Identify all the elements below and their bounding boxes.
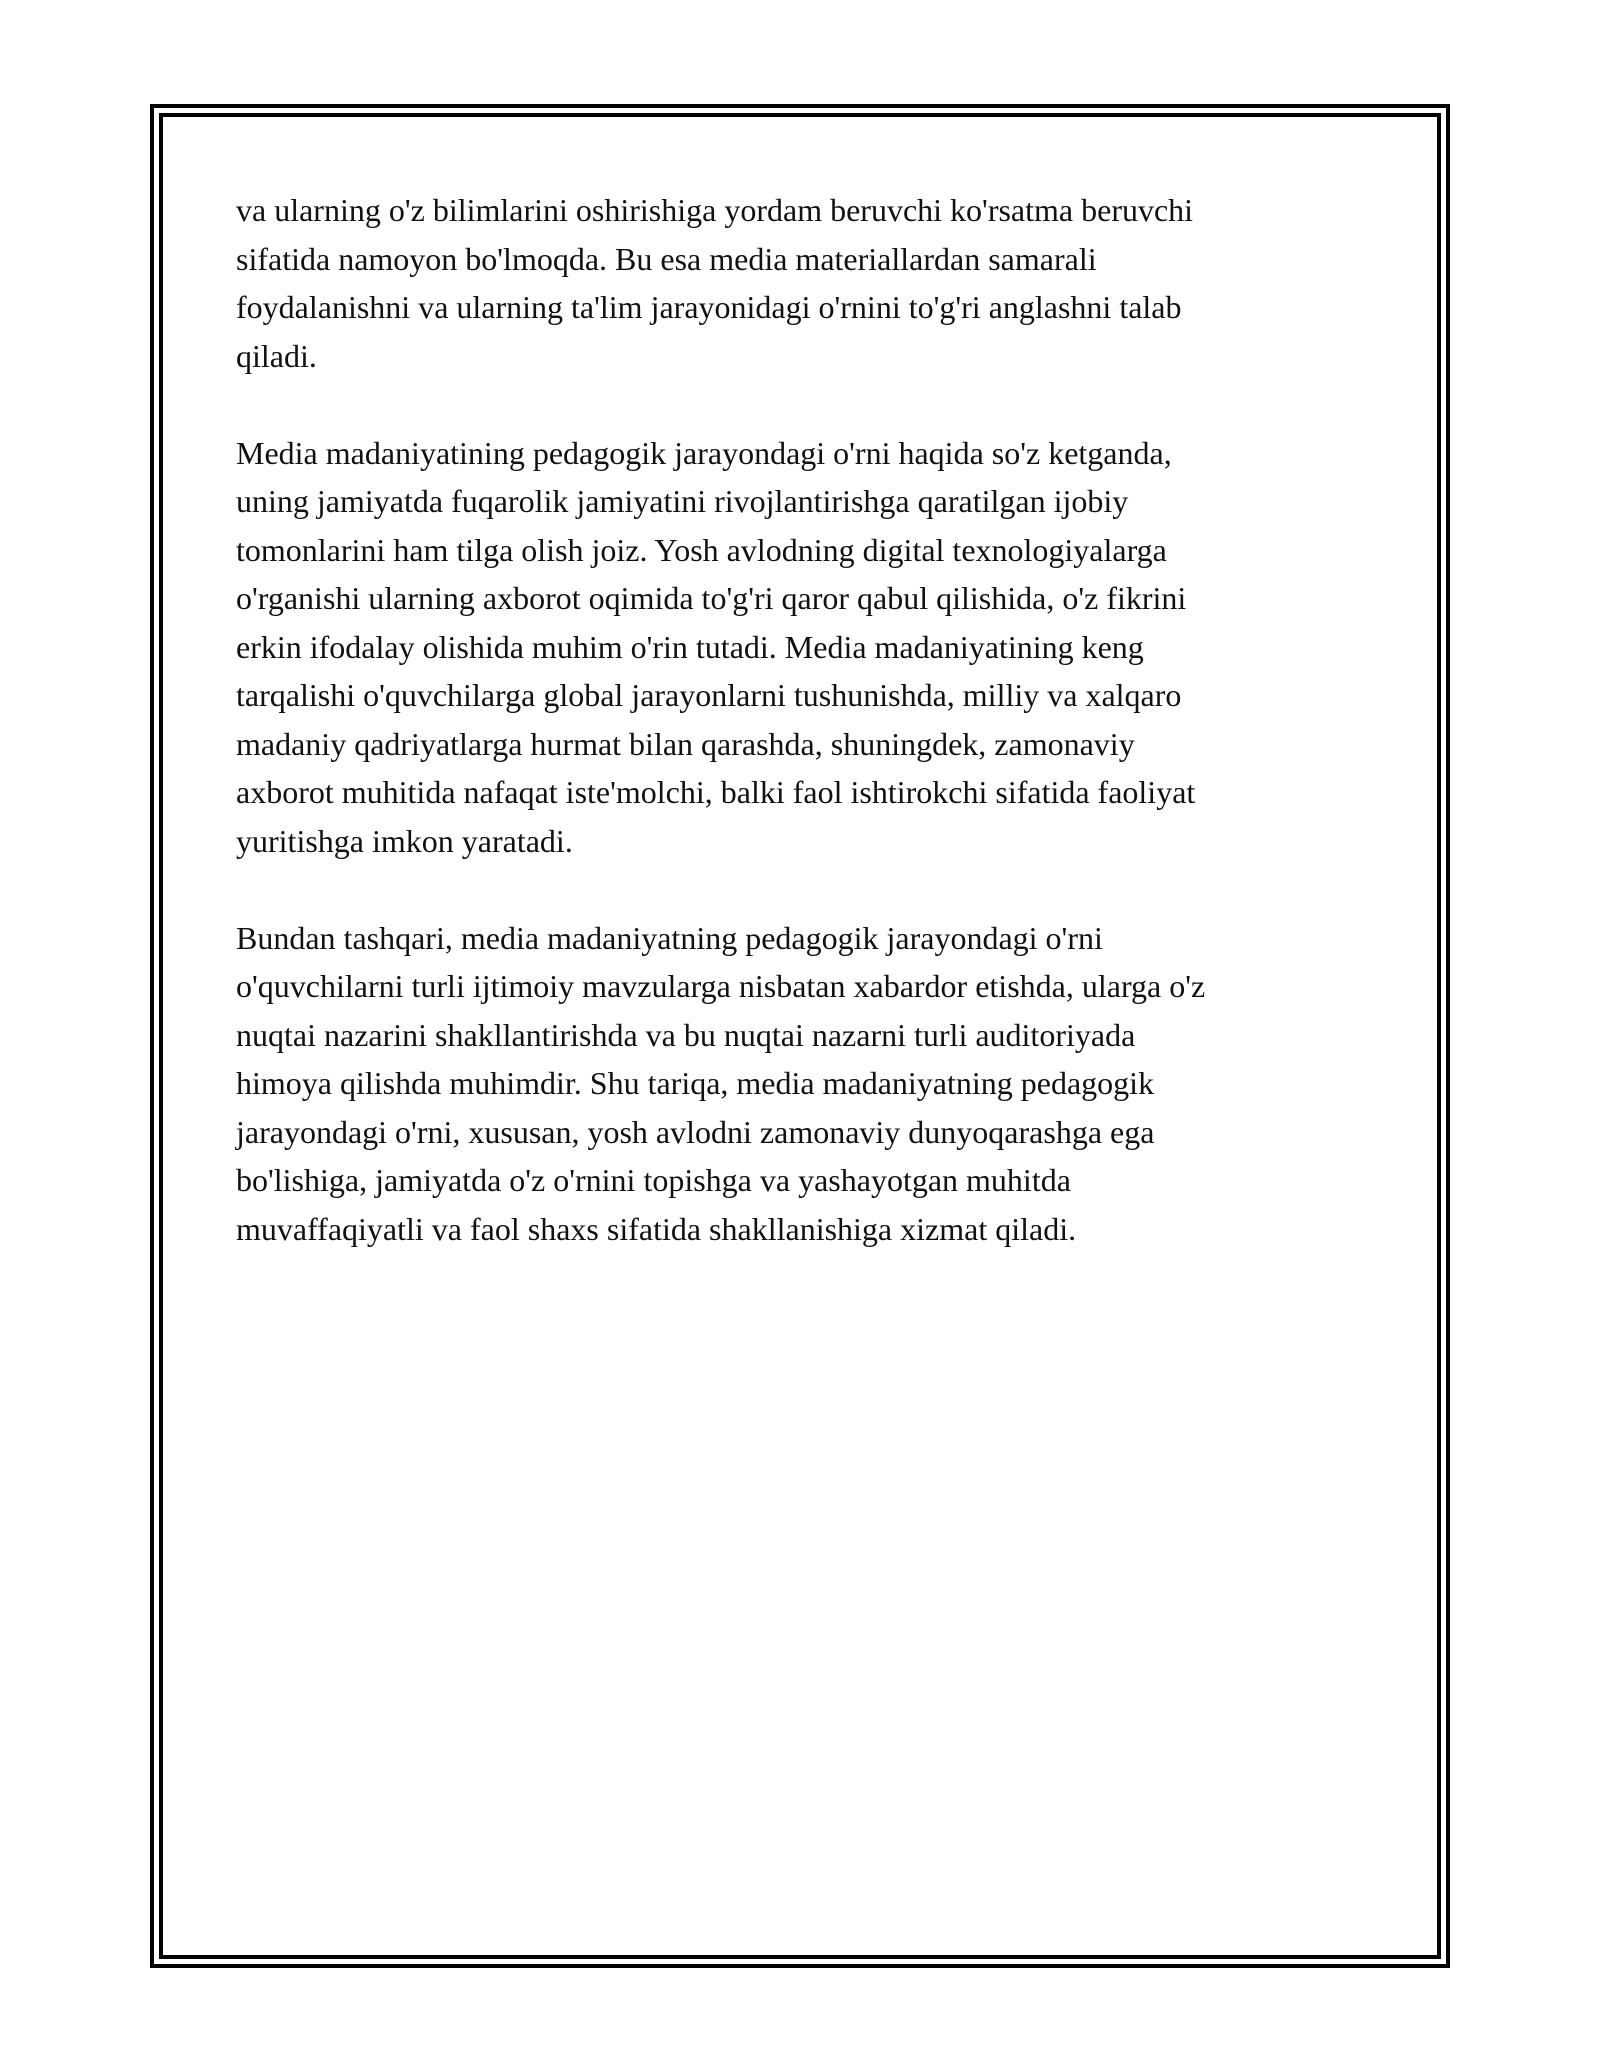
text-line: uning jamiyatda fuqarolik jamiyatini rivojlantirishga qaratilgan ijobiy — [236, 483, 1129, 519]
text-line: jarayondagi o'rni, xususan, yosh avlodni zamonaviy dunyoqarashga ega — [236, 1113, 1155, 1150]
text-line: yuritishga imkon yaratadi. — [236, 822, 573, 859]
paragraph-1 — [236, 186, 1361, 380]
text-line: tarqalishi o'quvchilarga global jarayonlarni tushunishda, milliy va xalqaro — [236, 677, 1182, 713]
text-line: Bundan tashqari, media madaniyatning pedagogik jarayondagi o'rni — [236, 919, 1103, 956]
text-line: tomonlarini ham tilga olish joiz. Yosh avlodning digital texnologiyalarga — [236, 531, 1167, 568]
text-line: sifatida namoyon bo'lmoqda. Bu esa media materiallardan samarali — [236, 240, 1097, 277]
document-body — [236, 186, 1361, 1302]
text-line: Media madaniyatining pedagogik jarayondagi o'rni haqida so'z ketganda, — [236, 434, 1172, 471]
text-line: o'rganishi ularning axborot oqimida to'g'ri qaror qabul qilishida, o'z fikrini — [236, 580, 1187, 616]
text-line: o'quvchilarni turli ijtimoiy mavzularga nisbatan xabardor etishda, ularga o'z — [236, 968, 1206, 1004]
text-line: himoya qilishda muhimdir. Shu tariqa, media madaniyatning pedagogik — [236, 1065, 1155, 1101]
text-line: foydalanishni va ularning ta'lim jarayonidagi o'rnini to'g'ri anglashni talab — [236, 289, 1182, 325]
paragraph-3 — [236, 914, 1361, 1254]
text-line: axborot muhitida nafaqat iste'molchi, balki faol ishtirokchi sifatida faoliyat — [236, 774, 1196, 810]
text-line: bo'lishiga, jamiyatda o'z o'rnini topishga va yashayotgan muhitda — [236, 1162, 1071, 1198]
text-line: muvaffaqiyatli va faol shaxs sifatida shakllanishiga xizmat qiladi. — [236, 1210, 1077, 1247]
text-line: madaniy qadriyatlarga hurmat bilan qarashda, shuningdek, zamonaviy — [236, 725, 1135, 762]
text-line: va ularning o'z bilimlarini oshirishiga yordam beruvchi ko'rsatma beruvchi — [236, 192, 1194, 228]
text-line: erkin ifodalay olishida muhim o'rin tutadi. Media madaniyatining keng — [236, 628, 1144, 665]
text-line: qiladi. — [236, 337, 317, 374]
paragraph-2 — [236, 429, 1361, 866]
text-line: nuqtai nazarini shakllantirishda va bu nuqtai nazarni turli auditoriyada — [236, 1016, 1136, 1053]
